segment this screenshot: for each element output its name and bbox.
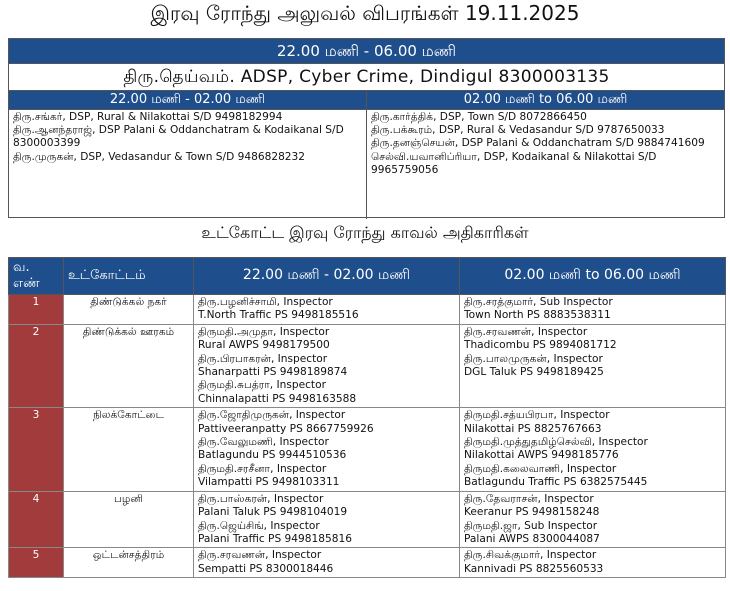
officer-line: திரு.தேவராசன், Inspector (464, 492, 594, 505)
row-serial-number: 3 (9, 408, 64, 491)
dsp-entry: திரு.முருகன், DSP, Vedasandur & Town S/D 9486828232 (13, 150, 306, 163)
col-header-area: உட்கோட்டம் (64, 258, 194, 295)
row-serial-number: 4 (9, 491, 64, 548)
officer-line: திருமதி.கலைவாணி, Inspector (464, 462, 617, 475)
row-subdivision: நிலக்கோட்டை (64, 408, 194, 491)
officer-line: திருமதி.முத்துதமிழ்செல்வி, Inspector (464, 436, 648, 449)
officer-line: Palani AWPS 8300044087 (464, 532, 600, 545)
officer-line: Batlagundu PS 9944510536 (198, 449, 347, 462)
table-row (9, 548, 726, 578)
row-serial-number: 2 (9, 324, 64, 407)
dsp-shift-second (366, 91, 724, 219)
officer-line: திருமதி.சுபத்ரா, Inspector (198, 379, 326, 392)
dsp-shift-second-heading: 02.00 மணி to 06.00 மணி (367, 91, 724, 110)
row-subdivision: ஒட்டன்சத்திரம் (64, 548, 194, 578)
officer-line: திருமதி.சத்யபிரபா, Inspector (464, 409, 610, 422)
officer-line: Sempatti PS 8300018446 (198, 562, 334, 575)
officer-line: திரு.சரவணன், Inspector (198, 549, 322, 562)
row-first-shift-officers (194, 548, 460, 578)
dsp-shift-first (9, 91, 366, 219)
officer-line: Pattiveeranpatty PS 8667759926 (198, 422, 374, 435)
col-header-first-shift: 22.00 மணி - 02.00 மணி (194, 258, 460, 295)
officer-line: Batlagundu Traffic PS 6382575445 (464, 476, 648, 489)
table-row (9, 491, 726, 548)
officer-line: Keeranur PS 9498158248 (464, 506, 600, 519)
row-subdivision: திண்டுக்கல் ஊரகம் (64, 324, 194, 407)
officer-line: திரு.பிரபாகரன், Inspector (198, 352, 328, 365)
officer-line: T.North Traffic PS 9498185516 (198, 309, 359, 322)
officer-line: Vilampatti PS 9498103311 (198, 476, 340, 489)
row-first-shift-officers (194, 324, 460, 407)
officer-line: Palani Taluk PS 9498104019 (198, 506, 348, 519)
officer-line: Thadicombu PS 9894081712 (464, 339, 617, 352)
table-row (9, 408, 726, 491)
officer-line: Kannivadi PS 8825560533 (464, 562, 604, 575)
patrol-officers-table (8, 257, 726, 578)
shift-full-banner: 22.00 மணி - 06.00 மணி (9, 39, 724, 64)
officer-line: திரு.சரவணன், Inspector (464, 325, 588, 338)
table-header-row (9, 258, 726, 295)
row-second-shift-officers (460, 491, 726, 548)
dsp-entry: திரு.தனஞ்செயன், DSP Palani & Oddanchatram S/D 9884741609 (371, 137, 705, 150)
officer-line: Nilakottai PS 8825767663 (464, 422, 602, 435)
row-first-shift-officers (194, 295, 460, 325)
row-subdivision: திண்டுக்கல் நகர் (64, 295, 194, 325)
officer-line: திரு.ஜெய்சிங், Inspector (198, 519, 320, 532)
page-title: இரவு ரோந்து அலுவல் விபரங்கள் 19.11.2025 (150, 1, 580, 25)
table-row (9, 295, 726, 325)
officer-line: திரு.ஜோதிமுருகன், Inspector (198, 409, 346, 422)
dsp-entry: திரு.பக்கூரம், DSP, Rural & Vedasandur S/D 9787650033 (371, 124, 665, 137)
section-subtitle: உட்கோட்ட இரவு ரோந்து காவல் அதிகாரிகள் (201, 223, 529, 242)
row-first-shift-officers (194, 408, 460, 491)
officer-line: திரு.பழனிச்சாமி, Inspector (198, 296, 333, 308)
officer-line: Chinnalapatti PS 9498163588 (198, 392, 357, 405)
row-second-shift-officers (460, 295, 726, 325)
officer-line: DGL Taluk PS 9498189425 (464, 366, 604, 379)
dsp-entry: திரு.கார்த்திக், DSP, Town S/D 8072866450 (371, 111, 587, 123)
table-row (9, 324, 726, 407)
officer-line: திரு.சிவக்குமார், Inspector (464, 549, 597, 562)
row-second-shift-officers (460, 324, 726, 407)
col-header-second-shift: 02.00 மணி to 06.00 மணி (460, 258, 726, 295)
officer-line: திரு.சரத்குமார், Sub Inspector (464, 296, 613, 308)
officer-line: திருமதி.ஜா, Sub Inspector (464, 519, 598, 532)
officer-line: திருமதி.சரசீனா, Inspector (198, 462, 327, 475)
officer-line: Palani Traffic PS 9498185816 (198, 532, 352, 545)
row-second-shift-officers (460, 408, 726, 491)
dsp-entry: திரு.சங்கர், DSP, Rural & Nilakottai S/D 9498182994 (13, 111, 283, 123)
dsp-roster-box (8, 38, 725, 218)
row-serial-number: 1 (9, 295, 64, 325)
officer-line: Town North PS 8883538311 (464, 309, 611, 322)
officer-line: திரு.பாலமுருகன், Inspector (464, 352, 603, 365)
col-header-sno: வ. எண் (9, 258, 64, 295)
row-serial-number: 5 (9, 548, 64, 578)
officer-line: திரு.வேலுமணி, Inspector (198, 436, 329, 449)
officer-line: திருமதி.அமுதா, Inspector (198, 325, 330, 338)
officer-line: திரு.பாஸ்கரன், Inspector (198, 492, 324, 505)
row-second-shift-officers (460, 548, 726, 578)
senior-officer: திரு.தெய்வம். ADSP, Cyber Crime, Dindigul 8300003135 (9, 64, 724, 91)
officer-line: Shanarpatti PS 9498189874 (198, 366, 348, 379)
dsp-entry: செல்வி.யவானிப்ரியா, DSP, Kodaikanal & Nilakottai S/D 9965759056 (371, 150, 657, 176)
officer-line: Rural AWPS 9498179500 (198, 339, 330, 352)
officer-line: Nilakottai AWPS 9498185776 (464, 449, 619, 462)
row-first-shift-officers (194, 491, 460, 548)
dsp-shift-first-heading: 22.00 மணி - 02.00 மணி (9, 91, 366, 110)
dsp-entry: திரு.ஆனந்தராஜ், DSP Palani & Oddanchatram & Kodaikanal S/D 8300003399 (13, 124, 344, 150)
row-subdivision: பழனி (64, 491, 194, 548)
